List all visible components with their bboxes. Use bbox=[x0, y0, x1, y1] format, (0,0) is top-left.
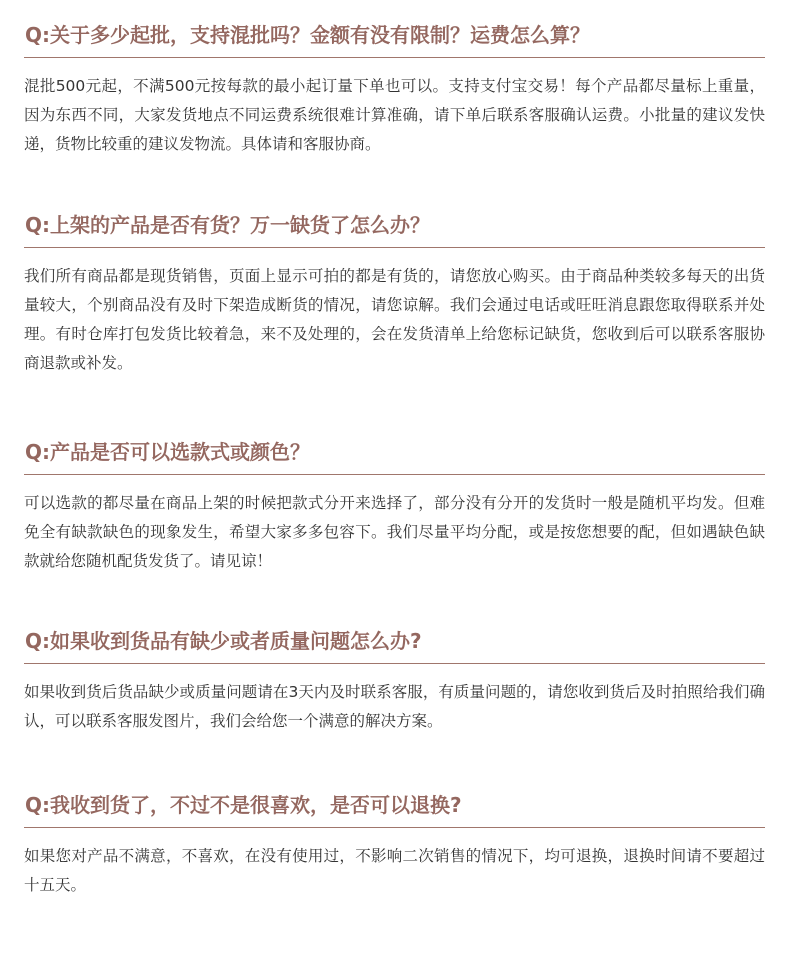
faq-divider bbox=[24, 474, 765, 475]
faq-divider bbox=[24, 247, 765, 248]
faq-question: Q:我收到货了，不过不是很喜欢，是否可以退换? bbox=[25, 793, 462, 817]
faq-question: Q:如果收到货品有缺少或者质量问题怎么办? bbox=[25, 629, 422, 653]
faq-answer: 如果您对产品不满意，不喜欢，在没有使用过，不影响二次销售的情况下，均可退换，退换时间请不要超过十五天。 bbox=[24, 847, 765, 894]
faq-item-minimum-order bbox=[24, 21, 765, 159]
faq-item-stock bbox=[24, 211, 765, 378]
faq-answer: 我们所有商品都是现货销售，页面上显示可拍的都是有货的，请您放心购买。由于商品种类较多每天的出货量较大，个别商品没有及时下架造成断货的情况，请您谅解。我们会通过电话或旺旺消息跟您取得联系并处理。有时仓库打包发货比较着急，来不及处理的，会在发货清单上给您标记缺货，您收到后可以联系客服协商退款或补发。 bbox=[24, 267, 765, 372]
faq-question: Q:关于多少起批，支持混批吗？金额有没有限制？运费怎么算？ bbox=[25, 23, 590, 47]
faq-item-style-color bbox=[24, 438, 765, 576]
faq-question: Q:产品是否可以选款式或颜色？ bbox=[25, 440, 310, 464]
faq-answer: 如果收到货后货品缺少或质量问题请在3天内及时联系客服，有质量问题的，请您收到货后及时拍照给我们确认，可以联系客服发图片，我们会给您一个满意的解决方案。 bbox=[24, 683, 765, 730]
faq-item-return-exchange bbox=[24, 791, 765, 900]
faq-divider bbox=[24, 663, 765, 664]
faq-answer: 可以选款的都尽量在商品上架的时候把款式分开来选择了，部分没有分开的发货时一般是随机平均发。但难免全有缺款缺色的现象发生，希望大家多多包容下。我们尽量平均分配，或是按您想要的配，但如遇缺色缺款就给您随机配货发货了。请见谅！ bbox=[24, 494, 765, 570]
faq-item-quality-issue bbox=[24, 627, 765, 736]
faq-divider bbox=[24, 57, 765, 58]
faq-question: Q:上架的产品是否有货？万一缺货了怎么办？ bbox=[25, 213, 430, 237]
faq-divider bbox=[24, 827, 765, 828]
faq-answer: 混批500元起，不满500元按每款的最小起订量下单也可以。支持支付宝交易！每个产品都尽量标上重量，因为东西不同，大家发货地点不同运费系统很难计算准确，请下单后联系客服确认运费。小批量的建议发快递，货物比较重的建议发物流。具体请和客服协商。 bbox=[24, 77, 765, 153]
